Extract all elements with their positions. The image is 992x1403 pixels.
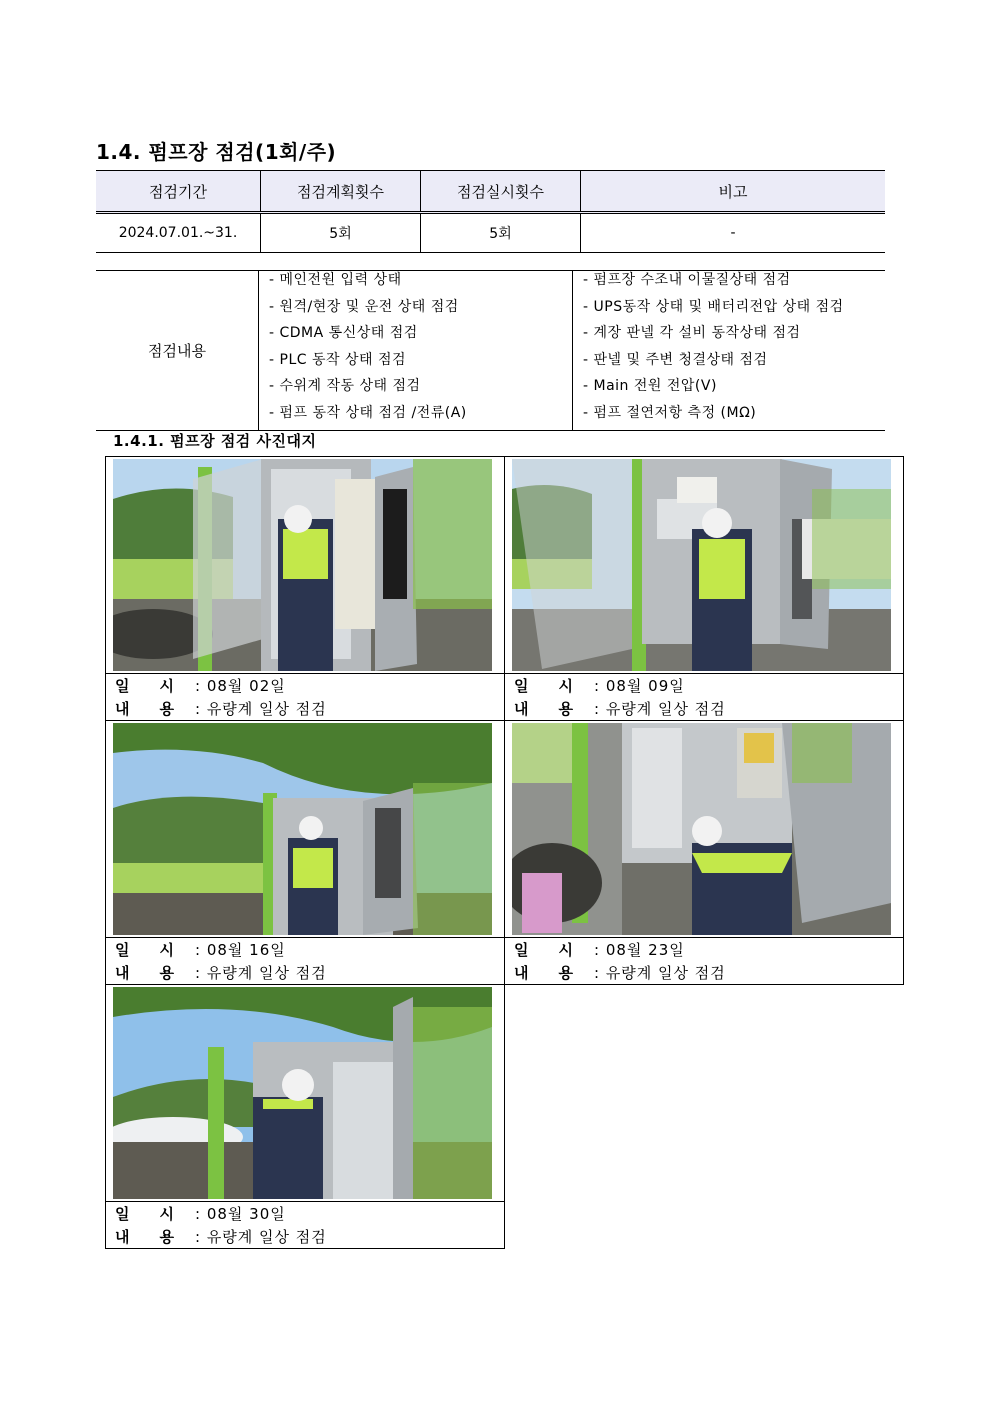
content-key-1: 내 <box>514 700 529 718</box>
content-key-2: 용 <box>159 964 174 982</box>
content-item: - 펌프 동작 상태 점검 /전류(A) <box>269 404 467 421</box>
date-key-2: 시 <box>159 677 174 695</box>
caption-content-line <box>115 1226 327 1248</box>
photo-date: : 08월 30일 <box>195 1205 286 1223</box>
content-key-1: 내 <box>115 1228 130 1246</box>
cell-planned: 5회 <box>261 213 421 253</box>
photo-cell <box>105 456 505 721</box>
caption-date-line <box>115 939 286 961</box>
caption-date-line <box>514 939 685 961</box>
content-item: - 원격/현장 및 운전 상태 점검 <box>269 298 459 315</box>
photo-date: : 08월 16일 <box>195 941 286 959</box>
inspection-photo <box>113 723 492 935</box>
date-key-1: 일 <box>115 941 130 959</box>
content-item: - 수위계 작동 상태 점검 <box>269 378 421 394</box>
summary-header-row <box>96 171 885 213</box>
date-key-1: 일 <box>514 941 529 959</box>
section-title: 1.4. 펌프장 점검(1회/주) <box>96 140 337 164</box>
photo-caption <box>106 937 504 984</box>
photo-caption <box>505 937 903 984</box>
photo-date: : 08월 23일 <box>594 941 685 959</box>
content-item: - UPS동작 상태 및 배터리전압 상태 점검 <box>583 298 844 315</box>
date-key-2: 시 <box>159 941 174 959</box>
cell-remarks: - <box>581 213 886 253</box>
date-key-2: 시 <box>558 941 573 959</box>
content-item: - 판넬 및 주변 청결상태 점검 <box>583 351 768 368</box>
photo-cell <box>504 456 904 721</box>
inspection-photo <box>512 723 891 935</box>
date-key-2: 시 <box>558 677 573 695</box>
date-key-1: 일 <box>115 677 130 695</box>
photo-content: : 유량계 일상 점검 <box>195 964 327 982</box>
photo-date: : 08월 02일 <box>195 677 286 695</box>
content-item: - PLC 동작 상태 점검 <box>269 351 407 368</box>
photo-caption <box>106 1201 504 1248</box>
inspection-photo <box>113 459 492 671</box>
caption-content-line <box>115 698 327 720</box>
photo-date: : 08월 09일 <box>594 677 685 695</box>
content-item: - 계장 판넬 각 설비 동작상태 점검 <box>583 325 801 341</box>
date-key-1: 일 <box>115 1205 130 1223</box>
content-key-2: 용 <box>558 700 573 718</box>
cell-period: 2024.07.01.~31. <box>96 213 261 253</box>
header-remarks: 비고 <box>581 171 886 213</box>
cell-performed: 5회 <box>421 213 581 253</box>
content-key-2: 용 <box>558 964 573 982</box>
content-label: 점검내용 <box>96 271 259 431</box>
summary-data-row <box>96 213 885 253</box>
content-key-2: 용 <box>159 1228 174 1246</box>
content-key-1: 내 <box>514 964 529 982</box>
caption-date-line <box>115 675 286 697</box>
content-key-2: 용 <box>159 700 174 718</box>
photo-cell <box>105 720 505 985</box>
content-item: - CDMA 통신상태 점검 <box>269 325 418 341</box>
photo-section-title: 1.4.1. 펌프장 점검 사진대지 <box>113 432 317 450</box>
photo-caption <box>505 673 903 720</box>
date-key-1: 일 <box>514 677 529 695</box>
content-right-column <box>573 271 886 431</box>
caption-date-line <box>514 675 685 697</box>
photo-cell <box>105 984 505 1249</box>
content-item: - 펌프 절연저항 측정 (MΩ) <box>583 404 757 421</box>
photo-content: : 유량계 일상 점검 <box>195 1228 327 1246</box>
inspection-summary-table <box>96 170 885 253</box>
photo-content: : 유량계 일상 점검 <box>195 700 327 718</box>
photo-content: : 유량계 일상 점검 <box>594 700 726 718</box>
content-key-1: 내 <box>115 964 130 982</box>
caption-content-line <box>514 962 726 984</box>
caption-content-line <box>115 962 327 984</box>
content-item: - Main 전원 전압(V) <box>583 378 717 394</box>
caption-content-line <box>514 698 726 720</box>
content-item: - 메인전원 입력 상태 <box>269 272 402 288</box>
inspection-content-table <box>96 270 885 431</box>
header-planned: 점검계획횟수 <box>261 171 421 213</box>
content-item: - 펌프장 수조내 이물질상태 점검 <box>583 272 791 288</box>
header-performed: 점검실시횟수 <box>421 171 581 213</box>
photo-caption <box>106 673 504 720</box>
inspection-photo <box>113 987 492 1199</box>
header-period: 점검기간 <box>96 171 261 213</box>
content-key-1: 내 <box>115 700 130 718</box>
inspection-photo <box>512 459 891 671</box>
date-key-2: 시 <box>159 1205 174 1223</box>
content-left-column <box>259 271 573 431</box>
photo-content: : 유량계 일상 점검 <box>594 964 726 982</box>
caption-date-line <box>115 1203 286 1225</box>
photo-cell <box>504 720 904 985</box>
